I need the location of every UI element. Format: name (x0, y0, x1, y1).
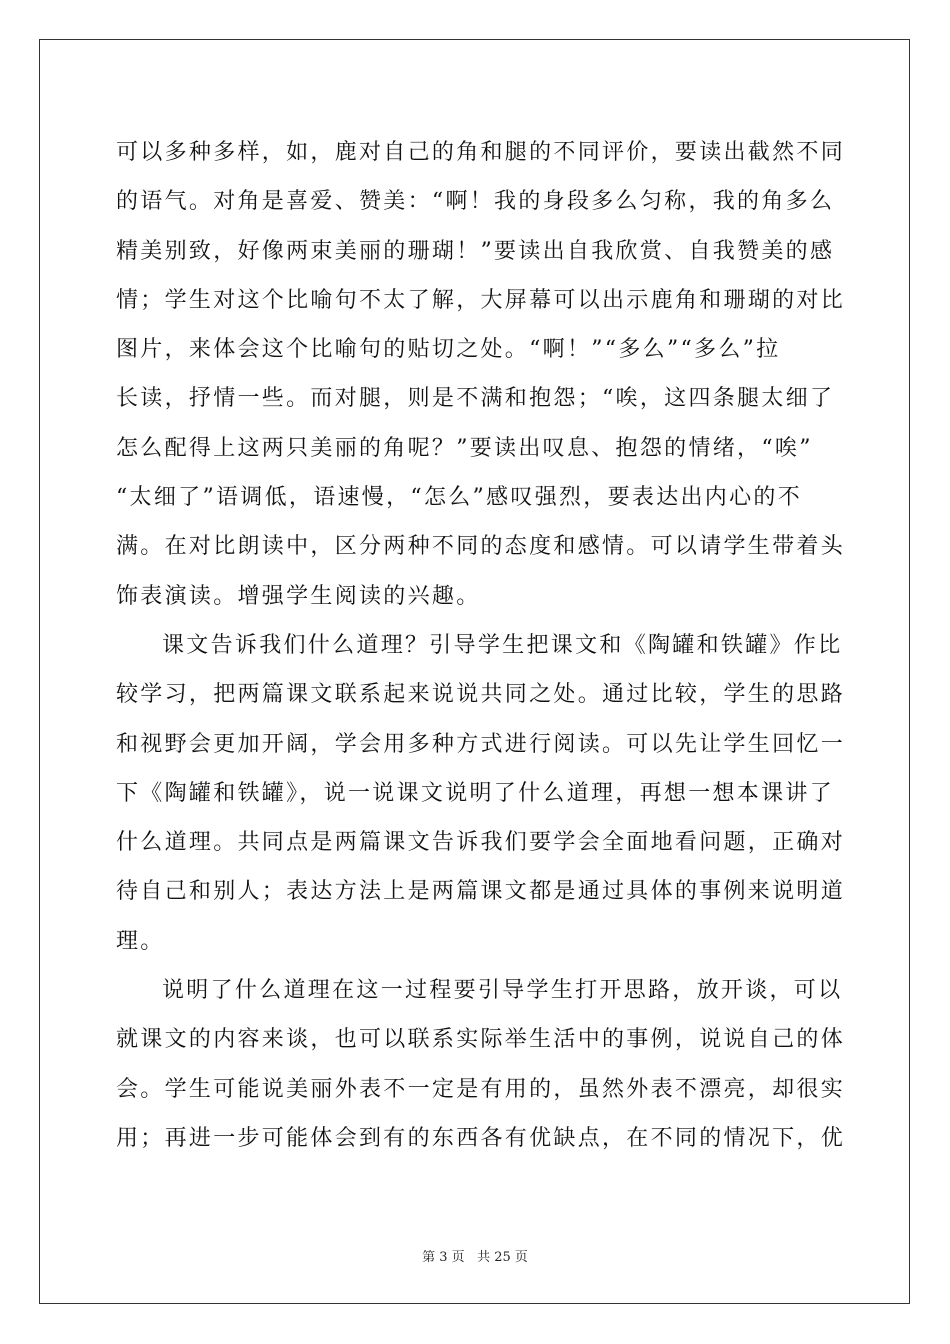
text-line: 满。在对比朗读中，区分两种不同的态度和感情。可以请学生带着头 (116, 534, 846, 560)
text-line: 什么道理。共同点是两篇课文告诉我们要学会全面地看问题，正确对 (116, 830, 846, 856)
text-line: 用；再进一步可能体会到有的东西各有优缺点，在不同的情况下，优 (116, 1125, 846, 1151)
text-line: 怎么配得上这两只美丽的角呢？”要读出叹息、抱怨的情绪，“唉” (116, 435, 813, 461)
text-line: 理。 (116, 928, 165, 954)
text-line: 说明了什么道理在这一过程要引导学生打开思路，放开谈，可以 (162, 978, 843, 1004)
text-line: 可以多种多样，如，鹿对自己的角和腿的不同评价，要读出截然不同 (116, 140, 846, 165)
page-footer (0, 1246, 950, 1265)
text-line: 图片，来体会这个比喻句的贴切之处。“啊！”“多么”“多么”拉 (116, 337, 781, 363)
page-number: 第 3 页 (422, 1250, 465, 1265)
text-line: 下《陶罐和铁罐》，说一说课文说明了什么道理，再想一想本课讲了 (116, 780, 835, 806)
text-line: 的语气。对角是喜爱、赞美：“啊！我的身段多么匀称，我的角多么 (116, 189, 835, 215)
text-line: 会。学生可能说美丽外表不一定是有用的，虽然外表不漂亮，却很实 (116, 1076, 846, 1102)
text-line: 情；学生对这个比喻句不太了解，大屏幕可以出示鹿角和珊瑚的对比 (116, 287, 846, 313)
text-line: 就课文的内容来谈，也可以联系实际举生活中的事例，说说自己的体 (116, 1027, 846, 1053)
paragraph-2 (116, 621, 846, 966)
page-total: 共 25 页 (477, 1250, 528, 1265)
text-line: 精美别致，好像两束美丽的珊瑚！”要读出自我欣赏、自我赞美的感 (116, 238, 835, 264)
text-line: 待自己和别人；表达方法上是两篇课文都是通过具体的事例来说明道 (116, 879, 846, 905)
text-line: 长读，抒情一些。而对腿，则是不满和抱怨；“唉，这四条腿太细了 (116, 386, 835, 412)
text-line: 饰表演读。增强学生阅读的兴趣。 (116, 583, 481, 609)
text-line: 和视野会更加开阔，学会用多种方式进行阅读。可以先让学生回忆一 (116, 731, 846, 757)
text-line: 课文告诉我们什么道理？引导学生把课文和《陶罐和铁罐》作比 (162, 632, 843, 658)
text-line: 较学习，把两篇课文联系起来说说共同之处。通过比较，学生的思路 (116, 682, 846, 708)
paragraph-1 (116, 128, 846, 621)
body-text (116, 128, 846, 1163)
paragraph-3 (116, 966, 846, 1163)
text-line: “太细了”语调低，语速慢，“怎么”感叹强烈，要表达出内心的不 (116, 485, 802, 511)
